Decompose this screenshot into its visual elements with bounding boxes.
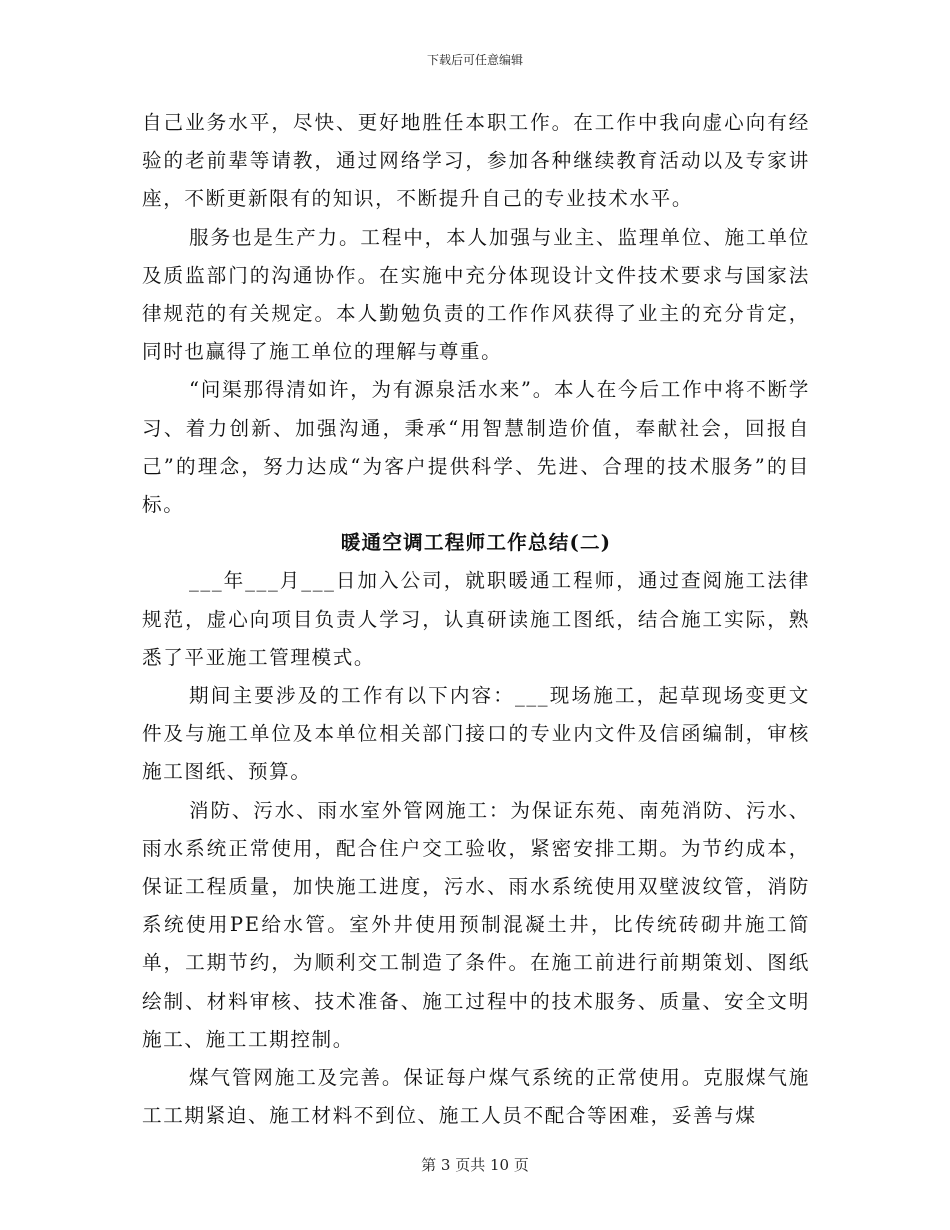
page-number: 第 3 页共 10 页 — [421, 1156, 529, 1174]
paragraph-duties: 期间主要涉及的工作有以下内容：___现场施工，起草现场变更文件及与施工单位及本单位相关部门接口的专业内文件及信函编制，审核施工图纸、预算。 — [142, 684, 810, 784]
paragraph-continuation: 自己业务水平，尽快、更好地胜任本职工作。在工作中我向虚心向有经验的老前辈等请教，通过网络学习，参加各种继续教育活动以及专家讲座，不断更新限有的知识，不断提升自己的专业技术水平。 — [142, 111, 810, 211]
paragraph-quote: “问渠那得清如许，为有源泉活水来”。本人在今后工作中将不断学习、着力创新、加强沟通，秉承“用智慧制造价值，奉献社会，回报自己”的理念，努力达成“为客户提供科学、先进、合理的技术服务”的目标。 — [142, 378, 810, 517]
document-body — [142, 104, 810, 1135]
paragraph-joining: ___年___月___日加入公司，就职暖通工程师，通过查阅施工法律规范，虚心向项目负责人学习，认真研读施工图纸，结合施工实际，熟悉了平亚施工管理模式。 — [142, 569, 810, 669]
paragraph-gas-network: 煤气管网施工及完善。保证每户煤气系统的正常使用。克服煤气施工工期紧迫、施工材料不到位、施工人员不配合等困难，妥善与煤 — [142, 1066, 810, 1128]
paragraph-pipe-network: 消防、污水、雨水室外管网施工：为保证东苑、南苑消防、污水、雨水系统正常使用，配合住户交工验收，紧密安排工期。为节约成本，保证工程质量，加快施工进度，污水、雨水系统使用双壁波纹管，消防系统使用PE给水管。室外井使用预制混凝土井，比传统砖砌井施工简单，工期节约，为顺利交工制造了条件。在施工前进行前期策划、图纸绘制、材料审核、技术准备、施工过程中的技术服务、质量、安全文明施工、施工工期控制。 — [142, 798, 810, 1051]
paragraph-service: 服务也是生产力。工程中，本人加强与业主、监理单位、施工单位及质监部门的沟通协作。在实施中充分体现设计文件技术要求与国家法律规范的有关规定。本人勤勉负责的工作作风获得了业主的充分肯定，同时也赢得了施工单位的理解与尊重。 — [142, 225, 810, 364]
section-title: 暖通空调工程师工作总结(二) — [340, 531, 612, 555]
page-header-note: 下载后可任意编辑 — [426, 53, 523, 67]
